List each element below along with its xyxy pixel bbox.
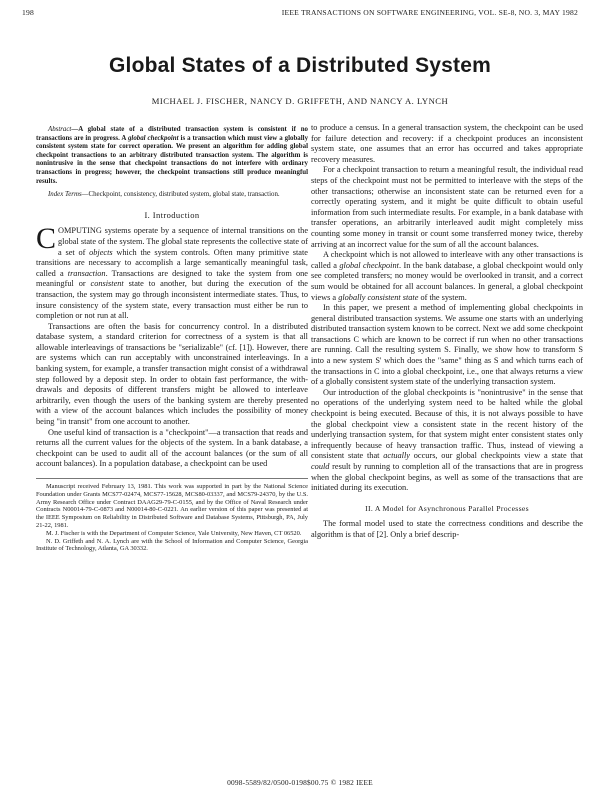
running-header xyxy=(22,8,578,20)
footnote-manuscript: Manuscript received February 13, 1981. This work was supported in part by the National Science Foundation under Grants MCS77-02474, MCS77-15628, MCS80-03337, and MCS79-24370, by the U.S. Army Research Office under Contract DAAG29-79-C-0155, and by the Office of Naval Research under Contracts N00014-79-C-0873 and N00014-80-C-0221. An earlier version of this paper was presented at the IEEE Symposium on Reliability in Distributed Software and Database Systems, Pittsburgh, PA, July 21-22, 1981. xyxy=(36,483,308,529)
copyright-footer: 0098-5589/82/0500-0198$00.75 © 1982 IEEE xyxy=(227,778,373,787)
right-p5-text-a: Our introduction of the global checkpoints is "nonintrusive" in the sense that no operations of the underlying system need to be halted while the global checkpoint is being executed. Because of this, it is not always possible to have the global checkpoint view a consistent state in the recent history of the underlying transaction system, for that system might enter consistent states only infrequently because of heavy transaction traffic. Thus, instead of viewing a consistent state that xyxy=(311,387,583,461)
intro-paragraph-2: Transactions are often the basis for concurrency control. In a distributed database system, a standard criterion for correctness of a system is that all allowable interleavings of transactions be "serializable" (cf. [1]). However, there are systems which can run acceptably with unconstrained interleavings. In a banking system, for example, a transfer transaction might consist of a withdrawal step followed by a deposit step. In order to obtain fast performance, the withdrawals and deposits of different transfers might be allowed to interleave arbitrarily, even though the users of the banking system are thereby presented with a view of the account balances which includes the possibility of money being "in transit" from one account to another. xyxy=(36,321,308,427)
footnote-fischer: M. J. Fischer is with the Department of Computer Science, Yale University, New Haven, CT 06520. xyxy=(46,529,302,537)
index-terms xyxy=(36,191,308,200)
intro-p1-objects: objects xyxy=(89,247,113,257)
right-paragraph-1: to produce a census. In a general transaction system, the checkpoint can be used for failure detection and recovery: if a checkpoint produces an inconsistent system state, one assumes that an error has occurred and takes appropriate recovery measures. xyxy=(311,123,583,164)
footnote-griffeth-lynch: N. D. Griffeth and N. A. Lynch are with the School of Information and Computer Science, Georgia Institute of Technology, Atlanta, GA 30332. xyxy=(36,537,308,553)
intro-p1-consistent: consistent xyxy=(90,279,124,289)
author-list: MICHAEL J. FISCHER, NANCY D. GRIFFETH, AND NANCY A. LYNCH xyxy=(151,96,449,106)
right-paragraph-6: The formal model used to state the correctness conditions and describe the algorithm is that of [2]. Only a brief descrip- xyxy=(311,519,583,539)
intro-paragraph-1 xyxy=(36,222,308,321)
journal-header: IEEE TRANSACTIONS ON SOFTWARE ENGINEERING, VOL. SE-8, NO. 3, MAY 1982 xyxy=(281,8,578,17)
intro-p1-text-b: which the system controls. Often many primitive state transitions are necessary to accomplish a large semantically meaningful task, called a xyxy=(36,247,308,278)
abstract-term: global checkpoint xyxy=(127,134,179,142)
intro-paragraph-3: One useful kind of transaction is a "checkpoint"—a transaction that reads and returns all the current values for the objects of the system. In a bank database, a checkpoint can be used to audit all of the account balances (or the sum of all account balances). In a population database, a checkpoint can be used xyxy=(36,427,308,469)
right-paragraph-4: In this paper, we present a method of implementing global checkpoints in general distributed transaction systems. We assume one starts with an underlying distributed transaction system known to be correct. Next we add some checkpoint transactions C which are known to be correct if run when no other transactions are running. Call the resulting system S. Finally, we show how to transform S into a new system S' which does the "same" thing as S and which turns each of the transactions in C into a global checkpoint, i.e., one that always returns a view of a globally consistent system state of the underlying transaction system. xyxy=(311,303,583,387)
right-paragraph-5 xyxy=(311,388,583,494)
right-p5-could: could xyxy=(311,462,330,471)
footnote xyxy=(36,478,308,553)
section-heading-introduction: I. Introduction xyxy=(144,209,200,220)
right-p3-text-c: of the system. xyxy=(418,292,467,302)
left-column xyxy=(36,126,308,553)
section-heading-model: II. A Model for Asynchronous Parallel Processes xyxy=(365,503,529,513)
intro-p1-transaction: transaction xyxy=(67,268,106,278)
right-p3-consistent-state: globally consistent state xyxy=(338,292,419,302)
right-p3-text-b: . In the bank database, a global checkpoint would only see completed transfers; no money would be overlooked in transit, and a correct sum would be obtained for all account balances. In general, a global checkpoint views a xyxy=(311,260,584,302)
abstract-label: Abstract xyxy=(48,126,72,133)
right-paragraph-2: For a checkpoint transaction to return a meaningful result, the individual read steps of the checkpoint must not be permitted to interleave with the steps of the other transactions; otherwise an inconsistent state can be returned even for a correctly operating system, and it might be quite difficult to obtain useful information from such intermediate results. For example, in a bank database with transfer operations, an arbitrarily interleaved audit might completely miss counting some money in transit or count some transferred money twice, thereby arriving at an incorrect value for the sum of all the account balances. xyxy=(311,165,583,249)
intro-p1-text-a: OMPUTING systems operate by a sequence of internal transitions on the global state of the system. The global state represents the collective state of a set of xyxy=(58,226,308,257)
right-p3-text-a: A checkpoint which is not allowed to interleave with any other transactions is called a xyxy=(311,250,583,270)
index-terms-text: —Checkpoint, consistency, distributed system, global state, transaction. xyxy=(81,191,280,199)
right-p5-text-c: result by running to completion all of the transactions that are in progress when the global checkpoint begins, as well as some of the transactions that are initiated during its execution. xyxy=(311,462,583,493)
abstract xyxy=(36,126,308,186)
intro-p1-text-c: . Transactions are designed to take the system from one meaningful or xyxy=(36,268,308,289)
right-column xyxy=(311,123,583,541)
paper-title: Global States of a Distributed System xyxy=(109,54,491,77)
right-p3-global-checkpoint: global checkpoint xyxy=(339,260,399,270)
right-p5-text-b: occurs, our global checkpoints view a state that xyxy=(409,451,583,461)
abstract-text-1: —A global state of a distributed transaction system is consistent if no transactions are in progress. A xyxy=(36,126,308,142)
index-terms-label: Index Terms xyxy=(48,191,82,199)
abstract-text-2: is a transaction which must view a globally consistent system state for correct operation. We present an algorithm for adding global checkpoint transactions to an arbitrary distributed transaction system. The algorithm is nonintrusive in the sense that checkpoint transactions do not interfere with ordinary transactions in progress; however, the checkpoint transactions still produce meaningful results. xyxy=(36,134,309,185)
right-p5-actually: actually xyxy=(383,451,410,461)
drop-cap: C xyxy=(36,222,57,256)
right-paragraph-3 xyxy=(311,250,583,303)
intro-p1-text-d: state to another, but during the execution of the transaction, the system may go through inconsistent intermediate states. Thus, to insure consistency of the system state, every transaction must either be run to completion or not run at all. xyxy=(36,279,308,321)
page-number: 198 xyxy=(22,8,34,17)
